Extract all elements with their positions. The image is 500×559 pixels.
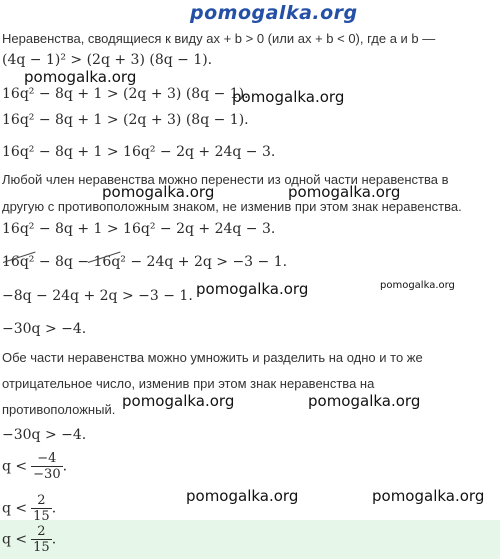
watermark: pomogalka.org [308, 392, 421, 410]
fraction-denominator: 15 [33, 509, 50, 524]
fraction [31, 451, 62, 482]
fraction-denominator: −30 [33, 467, 61, 482]
math-line-4: 16q² − 8q + 1 > 16q² − 2q + 24q − 3. [2, 144, 276, 160]
watermark: pomogalka.org [186, 487, 299, 505]
rule2-line2: отрицательное число, изменив при этом знак неравенства на [2, 376, 375, 391]
rule1-line1: Любой член неравенства можно перенести из одной части неравенства в [2, 172, 449, 187]
watermark: pomogalka.org [196, 280, 309, 298]
fraction-numerator: 2 [31, 524, 52, 540]
watermark: pomogalka.org [102, 183, 215, 201]
math-line-7: −8q − 24q + 2q > −3 − 1. [2, 288, 193, 304]
fraction-prefix: q < [2, 500, 28, 517]
watermark: pomogalka.org [24, 68, 137, 86]
watermark: pomogalka.org [232, 88, 345, 106]
fraction-line-3 [2, 524, 56, 555]
rule2-line3: противоположный. [2, 402, 116, 417]
fraction-denominator: 15 [33, 540, 50, 555]
math-line-1: (4q − 1)² > (2q + 3) (8q − 1). [2, 52, 213, 68]
fraction-suffix: . [62, 458, 68, 475]
math-line-9: −30q > −4. [2, 427, 87, 443]
rule1-line2: другую с противоположным знаком, не изменив при этом знак неравенства. [2, 199, 462, 214]
watermark: pomogalka.org [372, 487, 485, 505]
fraction [31, 524, 52, 555]
math-line-3: 16q² − 8q + 1 > (2q + 3) (8q − 1). [2, 112, 249, 128]
watermark: pomogalka.org [288, 183, 401, 201]
watermark-small: pomogalka.org [380, 280, 455, 291]
fraction-numerator: −4 [31, 451, 62, 467]
rule2-line1: Обе части неравенства можно умножить и разделить на одно и то же [2, 350, 423, 365]
fraction-prefix: q < [2, 458, 28, 475]
fraction-line-2 [2, 493, 56, 524]
answer-highlight [0, 520, 500, 559]
site-logo[interactable]: pomogalka.org [190, 2, 358, 24]
intro-text: Неравенства, сводящиеся к виду ax + b > 0 (или ax + b < 0), где a и b — [2, 31, 436, 46]
math-line-2: 16q² − 8q + 1 > (2q + 3) (8q − 1). [2, 86, 249, 102]
fraction-line-1 [2, 451, 67, 482]
math-line-5: 16q² − 8q + 1 > 16q² − 2q + 24q − 3. [2, 221, 276, 237]
math-line-6: 16q² − 8q − 16q² − 24q + 2q > −3 − 1. [2, 254, 288, 270]
fraction-suffix: . [51, 500, 57, 517]
fraction-numerator: 2 [31, 493, 52, 509]
fraction-suffix: . [51, 531, 57, 548]
fraction [31, 493, 52, 524]
math-line-8: −30q > −4. [2, 321, 87, 337]
watermark: pomogalka.org [122, 392, 235, 410]
fraction-prefix: q < [2, 531, 28, 548]
